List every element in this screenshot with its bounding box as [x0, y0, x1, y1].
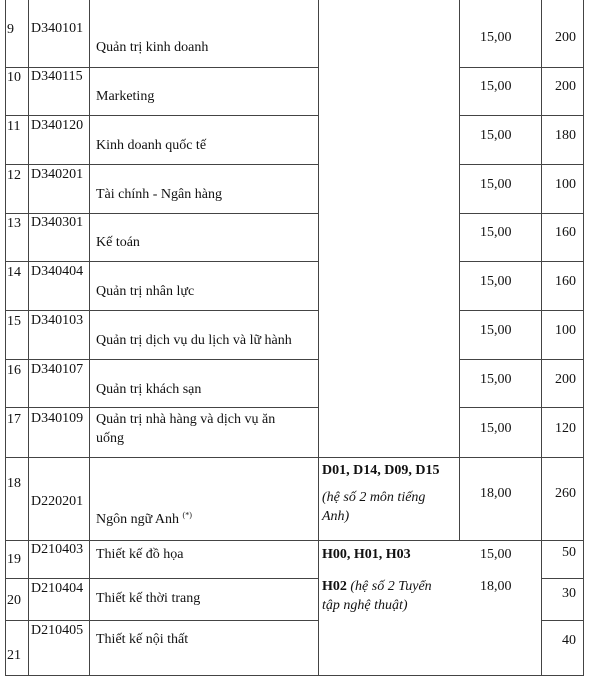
min-score: 15,00: [480, 323, 512, 338]
program-code: D210404: [31, 581, 84, 596]
subject-combination-2: [322, 577, 432, 596]
row-number: 13: [7, 216, 21, 231]
program-name: Kinh doanh quốc tế: [96, 138, 207, 153]
quota: 260: [555, 486, 576, 501]
row-line: [5, 359, 319, 360]
quota: 30: [562, 586, 576, 601]
min-score: 18,00: [480, 579, 512, 594]
quota: 200: [555, 79, 576, 94]
program-code: D340201: [31, 167, 84, 182]
quota: 200: [555, 372, 576, 387]
subject-combination: D01, D14, D09, D15: [322, 463, 440, 478]
program-code: D340120: [31, 118, 84, 133]
combination-note-continued: tập nghệ thuật): [322, 598, 408, 613]
row-line: [459, 261, 584, 262]
program-name: Quản trị dịch vụ du lịch và lữ hành: [96, 333, 292, 348]
min-score: 15,00: [480, 274, 512, 289]
table-border-left: [5, 0, 6, 676]
row-number: 18: [7, 476, 21, 491]
program-code: D340404: [31, 264, 84, 279]
program-name: Quản trị nhà hàng và dịch vụ ăn: [96, 412, 276, 427]
program-name: Quản trị khách sạn: [96, 382, 202, 397]
quota: 180: [555, 128, 576, 143]
column-divider-stt: [28, 0, 29, 676]
column-divider-name: [318, 0, 319, 676]
program-code: D340115: [31, 69, 83, 84]
program-name-continued: uống: [96, 431, 124, 446]
program-name: Thiết kế đồ họa: [96, 547, 184, 562]
min-score: 18,00: [480, 486, 512, 501]
combination-note: (hệ số 2 Tuyển: [350, 579, 432, 594]
program-name: Tài chính - Ngân hàng: [96, 187, 222, 202]
combination-code: H02: [322, 579, 347, 594]
row-line: [5, 310, 319, 311]
program-name: Kế toán: [96, 235, 140, 250]
program-name: [96, 510, 192, 529]
row-number: 21: [7, 648, 21, 663]
row-line: [541, 578, 584, 579]
row-line: [5, 164, 319, 165]
row-line: [5, 578, 319, 579]
program-code: D340107: [31, 362, 84, 377]
row-line: [459, 213, 584, 214]
row-line: [5, 407, 319, 408]
min-score: 15,00: [480, 79, 512, 94]
row-number: 11: [7, 119, 21, 134]
footnote-mark: (*): [182, 510, 192, 520]
row-line: [5, 115, 319, 116]
program-name: Quản trị kinh doanh: [96, 40, 209, 55]
row-number: 16: [7, 363, 21, 378]
subject-combination: H00, H01, H03: [322, 547, 411, 562]
table-border-right: [583, 0, 584, 676]
row-number: 17: [7, 412, 21, 427]
column-divider-code: [89, 0, 90, 676]
row-number: 9: [7, 22, 14, 37]
min-score: 15,00: [480, 421, 512, 436]
min-score: 15,00: [480, 372, 512, 387]
program-name: Quản trị nhân lực: [96, 284, 195, 299]
quota: 200: [555, 30, 576, 45]
quota: 160: [555, 225, 576, 240]
program-name-text: Ngôn ngữ Anh: [96, 512, 180, 527]
program-code: D340101: [31, 21, 84, 36]
row-number: 12: [7, 168, 21, 183]
row-number: 19: [7, 552, 21, 567]
row-line: [5, 540, 584, 541]
min-score: 15,00: [480, 177, 512, 192]
program-code: D340301: [31, 215, 84, 230]
row-line: [459, 164, 584, 165]
row-number: 10: [7, 70, 21, 85]
row-line: [459, 407, 584, 408]
program-code: D340103: [31, 313, 84, 328]
column-divider-combo: [459, 0, 460, 540]
row-line: [459, 359, 584, 360]
min-score: 15,00: [480, 30, 512, 45]
min-score: 15,00: [480, 225, 512, 240]
program-code: D220201: [31, 494, 84, 509]
program-name: Thiết kế thời trang: [96, 591, 201, 606]
quota: 160: [555, 274, 576, 289]
combination-note-continued: Anh): [322, 509, 350, 524]
quota: 50: [562, 545, 576, 560]
program-name: Thiết kế nội thất: [96, 632, 189, 647]
row-number: 20: [7, 593, 21, 608]
column-divider-score: [541, 0, 542, 676]
row-line: [541, 620, 584, 621]
program-name: Marketing: [96, 89, 155, 104]
table-border-bottom: [5, 675, 584, 676]
row-line: [5, 457, 584, 458]
min-score: 15,00: [480, 547, 512, 562]
program-code: D210405: [31, 623, 84, 638]
row-line: [5, 261, 319, 262]
min-score: 15,00: [480, 128, 512, 143]
row-number: 15: [7, 314, 21, 329]
program-code: D210403: [31, 542, 84, 557]
row-line: [459, 67, 584, 68]
program-code: D340109: [31, 411, 84, 426]
quota: 120: [555, 421, 576, 436]
quota: 100: [555, 177, 576, 192]
combination-note: (hệ số 2 môn tiếng: [322, 490, 426, 505]
row-line: [5, 620, 319, 621]
row-number: 14: [7, 265, 21, 280]
row-line: [459, 310, 584, 311]
quota: 40: [562, 633, 576, 648]
row-line: [459, 115, 584, 116]
quota: 100: [555, 323, 576, 338]
